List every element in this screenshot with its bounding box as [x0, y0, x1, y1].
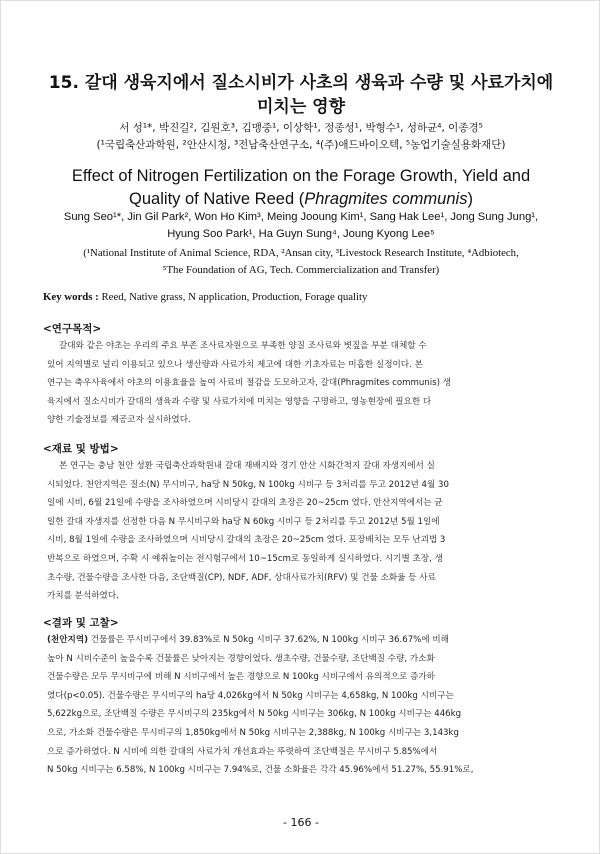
body-line: 높아 N 시비수준이 높을수록 건물률은 낮아지는 경향이었다. 생초수량, 건물수량, 조단백질 수량, 가소화: [47, 653, 435, 664]
english-affiliations-line2: ⁵The Foundation of AG, Tech. Commercialization and Transfer): [162, 264, 440, 276]
body-line: 5,622kg으로, 조단백질 수량은 무시비구의 235kg에서 N 50kg 시비구는 306kg, N 100kg 시비구는 446kg: [47, 709, 462, 720]
body-line: [47, 631, 561, 650]
region-label-cheonan: (천안지역): [47, 635, 89, 645]
species-name: Phragmites communis: [304, 190, 468, 208]
body-line-text: 건물률은 무시비구에서 39.83%로 N 50kg 시비구 37.62%, N 100kg 시비구 36.67%에 비해: [88, 635, 449, 645]
section-body-results: [47, 631, 561, 780]
korean-title-line2: 미치는 영향: [256, 97, 346, 117]
body-line: 일한 갈대 자생지를 선정한 다음 N 무시비구와 ha당 N 60kg 시비구 등 2처리를 두고 2012년 5월 1일에: [47, 516, 440, 527]
section-heading-methods: <재료 및 방법>: [43, 443, 119, 455]
korean-title-line1: 15. 갈대 생육지에서 질소시비가 사초의 생육과 수량 및 사료가치에: [48, 73, 554, 93]
body-line: 있어 지역별로 널리 이용되고 있으나 생산량과 사료가치 제고에 대한 기초자료는 미흡한 실정이다. 본: [47, 359, 423, 370]
english-title: [31, 165, 571, 211]
english-authors-line1: Sung Seo¹*, Jin Gil Park², Won Ho Kim³, Meing Jooung Kim¹, Sang Hak Lee¹, Jong Sung Jung¹,: [63, 211, 539, 223]
english-title-line2-prefix: Quality of Native Reed (: [129, 190, 305, 208]
body-line: 으로 증가하였다. N 시비에 의한 갈대의 사료가치 개선효과는 뚜렷하여 조단백질은 무시비구 5.85%에서: [47, 746, 438, 757]
page-number: - 166 -: [283, 816, 319, 829]
section-body-methods: [47, 457, 561, 606]
body-line: 본 연구는 충남 천안 성환 국립축산과학원내 갈대 재배지와 경기 안산 시화간척지 갈대 자생지에서 실: [59, 461, 435, 471]
english-affiliations-line1: (¹National Institute of Animal Science, RDA, ²Ansan city, ³Livestock Research Institute, ⁴Adbiotech,: [83, 247, 519, 259]
body-line: 시되었다. 천안지역은 질소(N) 무시비구, ha당 N 50kg, N 100kg 시비구 등 3처리를 두고 2012년 4월 30: [47, 479, 449, 490]
body-line: 건물수량은 모두 무시비구에 비해 N 시비구에서 높은 경향으로 N 100kg 시비구에서 유의적으로 증가하: [47, 672, 435, 683]
korean-title: [41, 71, 561, 119]
keywords: [43, 291, 563, 303]
english-authors-line2: Hyung Soo Park¹, Ha Guyn Sung⁴, Joung Kyong Lee⁵: [167, 228, 435, 240]
english-title-line1: Effect of Nitrogen Fertilization on the Forage Growth, Yield and: [71, 167, 531, 185]
keywords-text: Reed, Native grass, N application, Production, Forage quality: [98, 291, 368, 303]
body-line: 시비, 8월 1일에 수량을 조사하였으며 시비당시 갈대의 초장은 20~25cm 였다. 포장배치는 모두 난괴법 3: [47, 535, 446, 546]
english-title-line2-suffix: ): [467, 190, 473, 208]
body-line: 연구는 축우사육에서 야초의 이용효율을 높여 사료비 절감을 도모하고자, 갈대(Phragmites communis) 생: [47, 378, 451, 389]
keywords-label: Key words :: [43, 291, 99, 303]
section-body-purpose: [47, 337, 561, 430]
section-heading-results: <결과 및 고찰>: [43, 617, 119, 629]
body-line: 갈대와 같은 야초는 우리의 주요 부존 조사료자원으로 부족한 양질 조사료와 볏짚을 부분 대체할 수: [59, 341, 427, 351]
english-authors: [31, 209, 571, 243]
body-line: N 50kg 시비구는 6.58%, N 100kg 시비구는 7.94%로, 건물 소화율은 각각 45.96%에서 51.27%, 55.91%로,: [47, 765, 474, 776]
english-title-line2: [31, 188, 571, 211]
english-affiliations: [31, 245, 571, 279]
korean-affiliations: (¹국립축산과학원, ²안산시청, ³전남축산연구소, ⁴(주)애드바이오텍, ⁵농업기술실용화재단): [96, 139, 506, 151]
body-line: 초수량, 건물수량을 조사한 다음, 조단백질(CP), NDF, ADF, 상대사료가치(RFV) 및 건물 소화율 등 사료: [47, 572, 436, 583]
body-line: 였다(p<0.05). 건물수량은 무시비구의 ha당 4,026kg에서 N 50kg 시비구는 4,658kg, N 100kg 시비구는: [47, 690, 454, 701]
body-line: 으로, 가소화 건물수량은 무시비구의 1,850kg에서 N 50kg 시비구는 2,388kg, N 100kg 시비구는 3,143kg: [47, 727, 459, 738]
body-line: 반복으로 하였으며, 수확 시 예취높이는 전시험구에서 10~15cm로 동일하게 실시하였다. 시기별 초장, 생: [47, 553, 443, 564]
body-line: 일에 시비, 6월 21일에 수량을 조사하였으며 시비당시 갈대의 초장은 20~25cm 였다. 안산지역에서는 균: [47, 498, 443, 509]
body-line: 육지에서 질소시비가 갈대의 생육과 수량 및 사료가치에 미치는 영향을 구명하고, 영농현장에 필요한 다: [47, 396, 432, 407]
korean-authors: 서 성¹*, 박진길², 김원호³, 김맹중¹, 이상학¹, 정종성¹, 박형수¹, 성하균⁴, 이종경⁵: [119, 122, 483, 134]
body-line: 양한 기술정보를 제공코자 실시하였다.: [47, 415, 191, 426]
body-line: 가치를 분석하였다.: [47, 591, 119, 602]
section-heading-purpose: <연구목적>: [43, 323, 102, 335]
